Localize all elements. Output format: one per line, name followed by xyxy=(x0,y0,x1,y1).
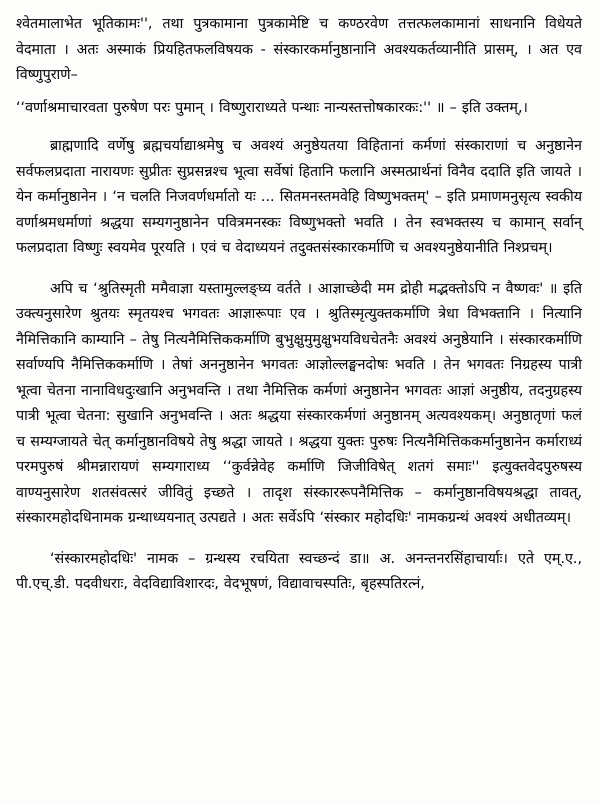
paragraph-quote-vishnupurana: ‘‘वर्णाश्रमाचारवता पुरुषेण परः पुमान् । विष्णुराराध्यते पन्थाः नान्यस्तत्तोषकारकः:'' ॥ – इति उक्तम्,। xyxy=(16,99,528,116)
paragraph-3: अपि च ‘श्रुतिस्मृती ममैवाज्ञा यस्तामुल्लङ्घ्य वर्तते । आज्ञाच्छेदी मम द्रोही मद्भक्तोऽपि न वैष्णवः' ॥ इति उक्त्यनुसारेण श्रुतयः स्मृतयश्च भगवतः आज्ञारूपाः एव । श्रुतिस्मृत्युक्तकर्माणि त्रेधा विभक्तानि । नित्यानि नैमित्तिकानि काम्यानि – तेषु नित्यनैमित्तिककर्माणि बुभुक्षुमुमुक्षुभयविधचेतनैः अवश्यं अनुष्ठेयानि । संस्कारकर्माणि सर्वाण्यपि नैमित्तिककर्माणि । तेषां अननुष्ठानेन भगवतः आज्ञोल्लङ्घनदोषः भवति । तेन भगवतः निग्रहस्य पात्री भूत्वा चेतना नानाविधदुःखानि अनुभवन्ति । तथा नैमित्तिक कर्मणां अनुष्ठानेन भगवतः आज्ञां अनुष्ठीय, तदनुग्रहस्य पात्री भूत्वा चेतना: सुखानि अनुभवन्ति । अतः श्रद्धया संस्कारकर्मणां अनुष्ठानम् अत्यवश्यकम्। अनुष्ठातृणां फलं च सम्यग्जायते चेत् कर्मानुष्ठानविषये तेषु श्रद्धा जायते । श्रद्धया युक्तः पुरुषः नित्यनैमित्तिककर्मानुष्ठानेन कर्माराध्यं परमपुरुषं श्रीमन्नारायणं सम्यगाराध्य ‘‘कुर्वन्नेवेह कर्माणि जिजीविषेत् शतगं समाः'' इत्युक्तवेदपुरुषस्य वाण्यनुसारेण शतसंवत्सरं जीवितुं इच्छते । तादृश संस्काररूपनैमित्तिक – कर्मानुष्ठानविषयश्रद्धा तावत्, संस्कारमहोदधिनामक ग्रन्थाध्ययनात् उत्पद्यते । अतः सर्वेऽपि ‘संस्कार महोदधिः' नामकग्रन्थं अवश्यं अधीतव्यम्। xyxy=(16,280,583,526)
paragraph-2: ब्राह्मणादि वर्णेषु ब्रह्मचर्याद्याश्रमेषु च अवश्यं अनुष्ठेयतया विहितानां कर्मणां संस्काराणां च अनुष्ठानेन सर्वफलप्रदाता नारायणः सुप्रीतः सुप्रसन्नश्च भूत्वा सर्वेषां हितानि फलानि अस्मत्प्रार्थनां विनैव ददाति इति जायते । येन कर्मानुष्ठानेन । ‘न चलति निजवर्णधर्मातो यः ... सितमनस्तमवेहि विष्णुभक्तम्' – इति प्रमाणमनुसृत्य स्वकीय वर्णाश्रमधर्माणां श्रद्धया सम्यगनुष्ठानेन पवित्रमनस्कः विष्णुभक्तो भवति । तेन स्वभक्तस्य च कामान् सर्वान् फलप्रदाता विष्णुः स्वयमेव पूरयति । एवं च वेदाध्ययनं तदुक्तसंस्कारकर्माणि च अवश्यनुष्ठेयानीति निश्प्रचम्। xyxy=(16,138,582,256)
paragraph-4-author: ‘संस्कारमहोदधिः' नामक – ग्रन्थस्य रचयिता स्वच्छन्दं डा॥ अ. अनन्तनरसिंहाचार्याः। एते एम्.ए., पी.एच्.डी. पदवीधराः, वेदविद्याविशारदः, वेदभूषणं, विद्यावाचस्पतिः, बृहस्पतिरत्नं, xyxy=(16,550,582,592)
paragraph-1: श्वेतमालाभेत भूतिकामः'', तथा पुत्रकामाना पुत्रकामेष्टि च कण्ठरवेण तत्तत्फलकामानां साधनानि विधेयते वेदमाता । अतः अस्माकं प्रियहितफलविषयक - संस्कारकर्मानुष्ठानानि अवश्यकर्तव्यानीति प्रासम्, । अत एव विष्णुपुराणे– xyxy=(16,16,582,83)
